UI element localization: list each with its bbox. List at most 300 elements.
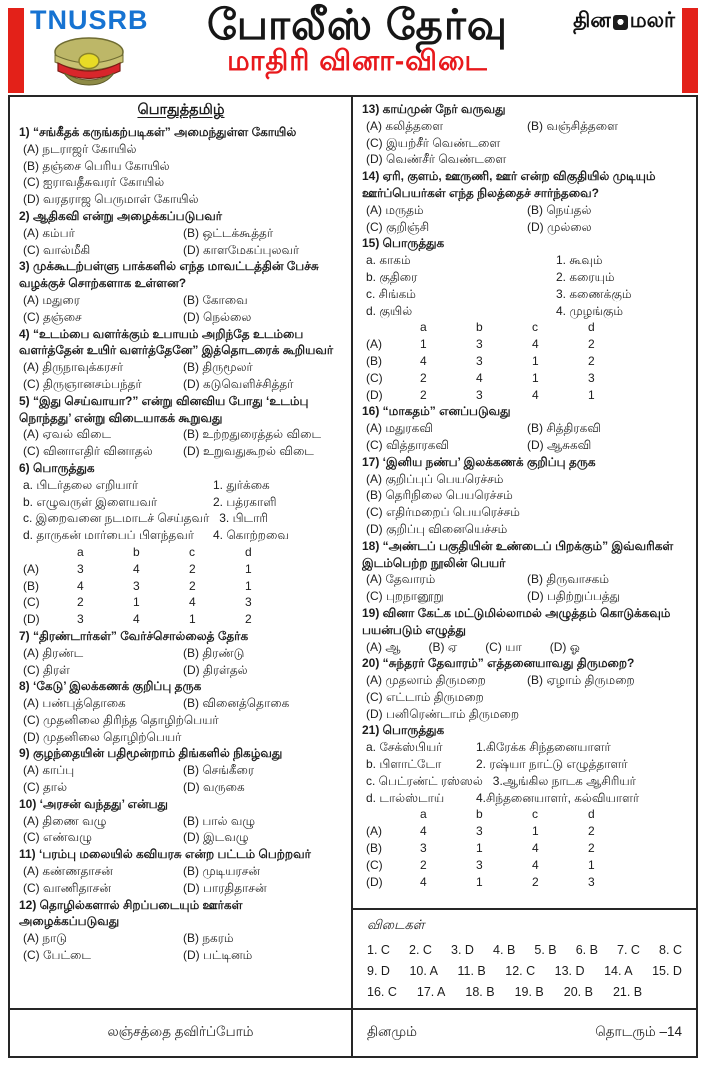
option: (D) உறுவதுகூறல் விடை (183, 444, 314, 459)
match-table-header (362, 806, 688, 823)
question-block (19, 258, 343, 325)
table-column-label: a (77, 544, 84, 559)
match-left-item: a. சேக்ஸ்பியர் (366, 740, 443, 755)
options (19, 813, 343, 847)
match-pair (362, 739, 688, 756)
question-text: 13) காய்முன் நேர் வருவது (362, 102, 506, 116)
answer-item: 2. C (409, 943, 432, 957)
question-text: 18) “அண்டப் பகுதியின் உண்டைப் பிறக்கும்” இவ்வரிகள் இடம்பெற்ற நூலின் பெயர் (362, 538, 674, 570)
option: (D) பட்டினம் (183, 948, 253, 963)
answer-item: 5. B (534, 943, 557, 957)
table-value: 2 (420, 857, 427, 872)
question-block (362, 454, 688, 538)
match-table-row (19, 611, 343, 628)
answer-item: 16. C (367, 985, 397, 999)
table-value: 3 (77, 612, 84, 627)
option: (B) ஒட்டக்கூத்தர் (183, 225, 274, 240)
match-table-header (362, 319, 688, 336)
table-value: 3 (476, 353, 483, 368)
answer-item: 18. B (465, 985, 495, 999)
table-value: 4 (189, 595, 196, 610)
match-pair (362, 790, 688, 807)
option: (D) முல்லை (527, 219, 592, 234)
table-column-label: d (588, 320, 595, 335)
question-text: 11) ‘பரம்பு மலையில் கவியரசு என்ற பட்டம் பெற்றவர் (19, 847, 311, 862)
match-pair (19, 527, 343, 544)
table-row-label: (B) (23, 578, 39, 593)
match-left-item: d. தாருகன் மார்பைப் பிளந்தவர் (23, 528, 194, 543)
dinamalar-logo (573, 9, 675, 35)
answer-item: 12. C (505, 964, 536, 978)
option: (B) தஞ்சை பெரிய கோயில் (23, 158, 170, 173)
option: (C) வினாஎதிர் வினாதல் (23, 444, 153, 459)
question-text: 10) ‘அரசன் வந்தது’ என்பது (19, 796, 168, 811)
table-row-label: (A) (366, 337, 382, 352)
title-block (135, 2, 580, 75)
option: (D) வெண்சீர் வெண்டளை (366, 152, 507, 167)
option: (C) எதிர்மறைப் பெயரெச்சம் (366, 505, 520, 520)
match-table-row (362, 823, 688, 840)
option: (A) கம்பர் (23, 225, 75, 240)
table-value: 4 (532, 857, 539, 872)
table-value: 3 (476, 857, 483, 872)
question-block (19, 846, 343, 896)
answer-item: 4. B (493, 943, 516, 957)
option: (B) திரண்டு (183, 645, 245, 660)
table-value: 4 (476, 370, 483, 385)
match-left-item: a. பிடர்தலை எறியார் (23, 477, 139, 492)
daily-label: தினமும் (367, 1024, 418, 1039)
question-block (362, 722, 688, 890)
option: (A) திருநாவுக்கரசர் (23, 360, 124, 375)
match-table-row (362, 370, 688, 387)
question-text: 17) ‘இனிய நண்ப’ இலக்கணக் குறிப்பு தருக (362, 454, 596, 469)
question-text: 2) ஆதிகவி என்று அழைக்கப்படுபவர் (19, 208, 222, 223)
answer-item: 13. D (554, 964, 585, 978)
options (19, 645, 343, 679)
options (362, 420, 688, 454)
dinamalar-emblem-icon (613, 15, 628, 30)
table-value: 2 (189, 561, 196, 576)
question-block (362, 655, 688, 722)
table-value: 3 (588, 370, 595, 385)
answer-item: 20. B (563, 985, 593, 999)
match-left-item: c. இறைவனை நடமாடச் செய்தவர் (23, 511, 210, 526)
question-text: 8) ‘கேடு’ இலக்கணக் குறிப்பு தருக (19, 679, 202, 694)
option: (B) முடியரசன் (183, 864, 260, 879)
options (19, 426, 343, 460)
question-block (362, 538, 688, 605)
option: (A) மதுரை (23, 292, 80, 307)
table-column-label: d (245, 544, 252, 559)
table-value: 3 (476, 337, 483, 352)
question-text: 5) “இது செய்வாயா?” என்று வினவிய போது ‘உடம்பு நொந்தது’ என்று விடையாகக் கூறுவது (19, 393, 309, 425)
table-value: 3 (133, 578, 140, 593)
option: (D) ஆசுகவி (527, 437, 592, 452)
option: (A) குறிப்புப் பெயரெச்சம் (366, 471, 504, 486)
match-right-item: 1. கூவும் (556, 253, 603, 268)
table-spacer (366, 319, 420, 336)
right-footer (353, 1008, 696, 1056)
table-value: 2 (189, 578, 196, 593)
option: (B) நெய்தல் (527, 202, 592, 217)
option: (A) கலித்தளை (366, 118, 444, 133)
option: (D) வரதராஜ பெருமாள் கோயில் (23, 192, 199, 207)
series-continues-label: தொடரும் –14 (595, 1024, 682, 1039)
option: (C) யா (485, 639, 522, 654)
table-row-label: (B) (366, 841, 382, 856)
masthead (0, 0, 707, 95)
options (19, 225, 343, 259)
option: (B) செங்கீரை (183, 763, 255, 778)
agency-name: TNUSRB (30, 5, 149, 35)
table-value: 2 (588, 337, 595, 352)
option: (D) கடுவெளிச்சித்தர் (183, 376, 294, 391)
table-column-label: b (476, 807, 483, 822)
table-value: 4 (420, 824, 427, 839)
option: (D) ஓ (549, 639, 580, 654)
match-pair (19, 477, 343, 494)
match-pair (19, 510, 343, 527)
question-block (19, 460, 343, 628)
match-table-row (362, 336, 688, 353)
option: (B) உற்றதுரைத்தல் விடை (183, 427, 321, 442)
options (362, 471, 688, 538)
option: (A) மருதம் (366, 202, 424, 217)
question-block (362, 168, 688, 235)
question-block (19, 124, 343, 208)
table-value: 1 (245, 561, 252, 576)
table-value: 1 (476, 874, 483, 889)
option: (A) நாடு (23, 931, 68, 946)
table-value: 3 (77, 561, 84, 576)
match-left-item: c. சிங்கம் (366, 286, 416, 301)
option: (C) முதனிலை திரிந்த தொழிற்பெயர் (23, 712, 219, 727)
table-value: 3 (476, 824, 483, 839)
anti-bribery-slogan: லஞ்சத்தை தவிர்ப்போம் (107, 1024, 254, 1039)
table-row-label: (B) (366, 353, 382, 368)
match-pair (362, 756, 688, 773)
answer-item: 1. C (367, 943, 390, 957)
match-right-item: 2. கரையும் (556, 269, 615, 284)
option: (A) ஏவல் விடை (23, 427, 112, 442)
option: (C) இயற்சீர் வெண்டளை (366, 135, 501, 150)
match-right-item: 1.கிரேக்க சிந்தனையாளர் (476, 740, 611, 755)
match-right-item: 3.ஆங்கில நாடக ஆசிரியர் (492, 773, 636, 788)
match-right-item: 4. கொற்றவை (213, 528, 289, 543)
table-row-label: (C) (23, 595, 40, 610)
question-text: 9) குழந்தையின் பதிமூன்றாம் திங்களில் நிகழ்வது (19, 746, 283, 761)
content-box (8, 95, 698, 1058)
table-value: 1 (133, 595, 140, 610)
options (362, 118, 688, 168)
table-column-label: c (189, 544, 195, 559)
match-right-item: 3. பிடாரி (219, 511, 268, 526)
option: (C) எண்வழு (23, 830, 92, 845)
option: (D) இடவழு (183, 830, 249, 845)
option: (B) நகரம் (183, 931, 234, 946)
match-left-item: b. பிளாட்டோ (366, 757, 442, 772)
table-row-label: (D) (23, 612, 40, 627)
question-block (19, 208, 343, 258)
logo-text-left: தின (573, 9, 611, 32)
option: (A) திரண்ட (23, 645, 84, 660)
option: (B) பால் வழு (183, 813, 256, 828)
options (19, 930, 343, 964)
match-table-header (19, 544, 343, 561)
right-red-bar (682, 8, 698, 93)
option: (D) பதிற்றுப்பத்து (527, 589, 621, 604)
table-row-label: (D) (366, 387, 383, 402)
answer-item: 21. B (612, 985, 643, 999)
answers-box (353, 908, 696, 1008)
match-left-item: b. எழுவருள் இளையவர் (23, 494, 158, 509)
match-right-item: 3. கணைக்கும் (556, 286, 632, 301)
table-value: 2 (532, 874, 539, 889)
option: (A) காப்பு (23, 763, 75, 778)
table-column-label: d (588, 807, 595, 822)
option: (A) முதலாம் திருமறை (366, 673, 486, 688)
table-spacer (23, 544, 77, 561)
answers-title: விடைகள் (367, 917, 425, 932)
match-right-item: 4. முழங்கும் (556, 303, 624, 318)
match-pair (19, 494, 343, 511)
table-value: 1 (532, 370, 539, 385)
match-table-row (362, 840, 688, 857)
table-value: 1 (532, 824, 539, 839)
option: (B) சித்திரகவி (527, 421, 601, 436)
option: (D) திரள்தல் (183, 662, 248, 677)
table-value: 4 (420, 874, 427, 889)
police-cap-icon (50, 35, 128, 91)
question-text: 21) பொருத்துக (362, 723, 445, 738)
options (19, 359, 343, 393)
answer-row (367, 940, 682, 961)
match-pair (362, 269, 688, 286)
match-right-item: 4.சிந்தனையாளர், கல்வியாளர் (476, 790, 640, 805)
table-row-label: (C) (366, 370, 383, 385)
option: (C) புறநானூறு (366, 589, 444, 604)
left-red-bar (8, 8, 24, 93)
answer-item: 8. C (659, 943, 682, 957)
answer-item: 7. C (617, 943, 640, 957)
table-column-label: c (532, 807, 538, 822)
table-column-label: a (420, 320, 427, 335)
question-text: 12) தொழில்களால் சிறப்படையும் ஊர்கள் அழைக்கப்படுவது (19, 897, 243, 929)
option: (C) வித்தாரகவி (366, 437, 450, 452)
table-value: 1 (189, 612, 196, 627)
page-subtitle: மாதிரி வினா-விடை (227, 45, 488, 77)
option: (A) திணை வழு (23, 813, 107, 828)
option: (D) பனிரெண்டாம் திருமறை (366, 706, 520, 721)
option: (B) வஞ்சித்தளை (527, 118, 618, 133)
option: (C) திரள் (23, 662, 70, 677)
match-table-row (19, 578, 343, 595)
answer-item: 17. A (416, 985, 446, 999)
answer-item: 14. A (604, 964, 633, 978)
table-value: 1 (245, 578, 252, 593)
question-block (19, 393, 343, 460)
logo-text-right: மலர் (629, 9, 675, 32)
option: (A) ஆ (366, 639, 401, 654)
question-block (19, 326, 343, 393)
option: (D) காளமேகப்புலவர் (183, 242, 300, 257)
option: (B) தெரிநிலை பெயரெச்சம் (366, 488, 513, 503)
table-value: 4 (77, 578, 84, 593)
answers-rows (367, 940, 682, 1003)
question-block (19, 897, 343, 964)
table-value: 1 (420, 337, 427, 352)
option: (D) நெல்லை (183, 309, 252, 324)
option: (C) குறிஞ்சி (366, 219, 430, 234)
match-table-row (362, 387, 688, 404)
option: (A) மதுரகவி (366, 421, 433, 436)
answer-item: 19. B (514, 985, 544, 999)
match-table-row (19, 594, 343, 611)
left-questions (19, 124, 343, 1008)
match-table-row (362, 857, 688, 874)
answer-item: 15. D (652, 964, 682, 978)
match-table-row (362, 874, 688, 891)
option: (D) பாரதிதாசன் (183, 880, 267, 895)
question-block (19, 745, 343, 795)
answer-item: 6. B (575, 943, 598, 957)
table-spacer (366, 806, 420, 823)
table-value: 2 (588, 824, 595, 839)
match-table-row (362, 353, 688, 370)
match-pair (362, 252, 688, 269)
page-title: போலீஸ் தேர்வு (206, 1, 509, 48)
table-row-label: (C) (366, 857, 383, 872)
answer-item: 11. B (457, 964, 486, 978)
section-title: பொதுத்தமிழ் (137, 102, 225, 118)
option: (A) நடராஜர் கோயில் (23, 141, 137, 156)
table-value: 1 (588, 857, 595, 872)
left-footer (10, 1008, 351, 1056)
question-block (19, 796, 343, 846)
match-table-row (19, 561, 343, 578)
table-column-label: a (420, 807, 427, 822)
right-questions (362, 101, 688, 908)
options (19, 292, 343, 326)
option: (C) வாணிதாசன் (23, 880, 111, 895)
match-left-item: c. பெட்ரண்ட் ரஸ்ஸல் (366, 773, 483, 788)
table-value: 4 (133, 561, 140, 576)
options (362, 639, 688, 656)
table-value: 2 (588, 353, 595, 368)
table-value: 2 (420, 387, 427, 402)
question-text: 14) ஏரி, குளம், ஊருணி, ஊர் என்ற விகுதியில் முடியும் ஊர்ப்பெயர்கள் எந்த நிலத்தைச் சார்ந்தவை? (362, 169, 656, 200)
table-value: 4 (420, 353, 427, 368)
table-row-label: (D) (366, 874, 383, 889)
table-value: 1 (588, 387, 595, 402)
table-value: 4 (133, 612, 140, 627)
options (19, 141, 343, 208)
question-text: 1) “சங்கீதக் கருங்கற்படிகள்” அமைந்துள்ள கோயில் (19, 125, 297, 139)
table-value: 3 (476, 387, 483, 402)
table-column-label: b (476, 320, 483, 335)
table-value: 2 (588, 841, 595, 856)
table-value: 3 (588, 874, 595, 889)
table-value: 2 (420, 370, 427, 385)
option: (A) தேவாரம் (366, 572, 436, 587)
match-left-item: b. குதிரை (366, 269, 418, 284)
question-text: 16) “மாகதம்” எனப்படுவது (362, 404, 511, 419)
question-text: 3) முக்கூடற்பள்ளு பாக்களில் எந்த மாவட்டத்தின் பேச்சு வழக்குச் சொற்களாக உள்ளன? (19, 259, 319, 291)
options (19, 695, 343, 745)
option: (D) வருகை (183, 780, 245, 795)
question-text: 19) வினா கேட்க மட்டுமில்லாமல் அழுத்தம் கொடுக்கவும் பயன்படும் எழுத்து (362, 605, 671, 637)
table-value: 4 (532, 337, 539, 352)
answer-row (367, 982, 682, 1003)
answer-item: 3. D (451, 943, 474, 957)
match-right-item: 2. ரஷ்யா நாட்டு எழுத்தாளர் (476, 757, 628, 772)
match-left-item: d. குயில் (366, 303, 413, 318)
question-block (362, 403, 688, 453)
match-pair (362, 773, 688, 790)
match-right-item: 2. பத்ரகாளி (213, 494, 277, 509)
options (19, 762, 343, 796)
option: (C) ஐராவதீசுவரர் கோயில் (23, 175, 165, 190)
option: (B) திருவாசகம் (527, 572, 610, 587)
table-value: 3 (420, 841, 427, 856)
table-value: 1 (532, 353, 539, 368)
option: (B) ஏழாம் திருமறை (527, 673, 635, 688)
match-left-item: a. காகம் (366, 253, 411, 268)
options (362, 202, 688, 236)
option: (C) எட்டாம் திருமறை (366, 689, 484, 704)
option: (D) குறிப்பு வினையெச்சம் (366, 521, 508, 536)
question-block (19, 678, 343, 745)
right-column (353, 97, 696, 1056)
question-block (19, 628, 343, 678)
question-text: 15) பொருத்துக (362, 236, 445, 251)
table-value: 4 (532, 387, 539, 402)
match-right-item: 1. துர்க்கை (213, 477, 270, 492)
option: (C) பேட்டை (23, 948, 91, 963)
table-row-label: (A) (366, 824, 382, 839)
option: (B) கோவை (183, 292, 248, 307)
options (362, 571, 688, 605)
table-row-label: (A) (23, 561, 39, 576)
option: (C) திருஞானசம்பந்தர் (23, 376, 142, 391)
answer-row (367, 961, 682, 982)
match-pair (362, 303, 688, 320)
option: (B) திருமூலர் (183, 360, 253, 375)
question-block (362, 101, 688, 168)
options (362, 672, 688, 722)
table-value: 4 (532, 841, 539, 856)
option: (C) தால் (23, 780, 68, 795)
question-text: 4) “உடம்பை வளர்க்கும் உபாயம் அறிந்தே உடம்பை வளர்த்தேன் உயிர் வளர்த்தேனே” இத்தொடரைக் கூறியவர் (19, 326, 334, 358)
table-value: 1 (476, 841, 483, 856)
option: (B) வினைத்தொகை (183, 696, 290, 711)
option: (D) முதனிலை தொழிற்பெயர் (23, 729, 182, 744)
table-value: 2 (77, 595, 84, 610)
match-left-item: d. டால்ஸ்டாய் (366, 790, 445, 805)
table-column-label: c (532, 320, 538, 335)
table-value: 3 (245, 595, 252, 610)
question-text: 6) பொருத்துக (19, 460, 95, 475)
question-block (362, 605, 688, 655)
option: (A) பண்புத்தொகை (23, 696, 126, 711)
answer-item: 10. A (409, 964, 438, 978)
option: (A) கண்ணதாசன் (23, 864, 113, 879)
table-column-label: b (133, 544, 140, 559)
left-column (10, 97, 353, 1056)
option: (C) வால்மீகி (23, 242, 91, 257)
answer-item: 9. D (367, 964, 390, 978)
